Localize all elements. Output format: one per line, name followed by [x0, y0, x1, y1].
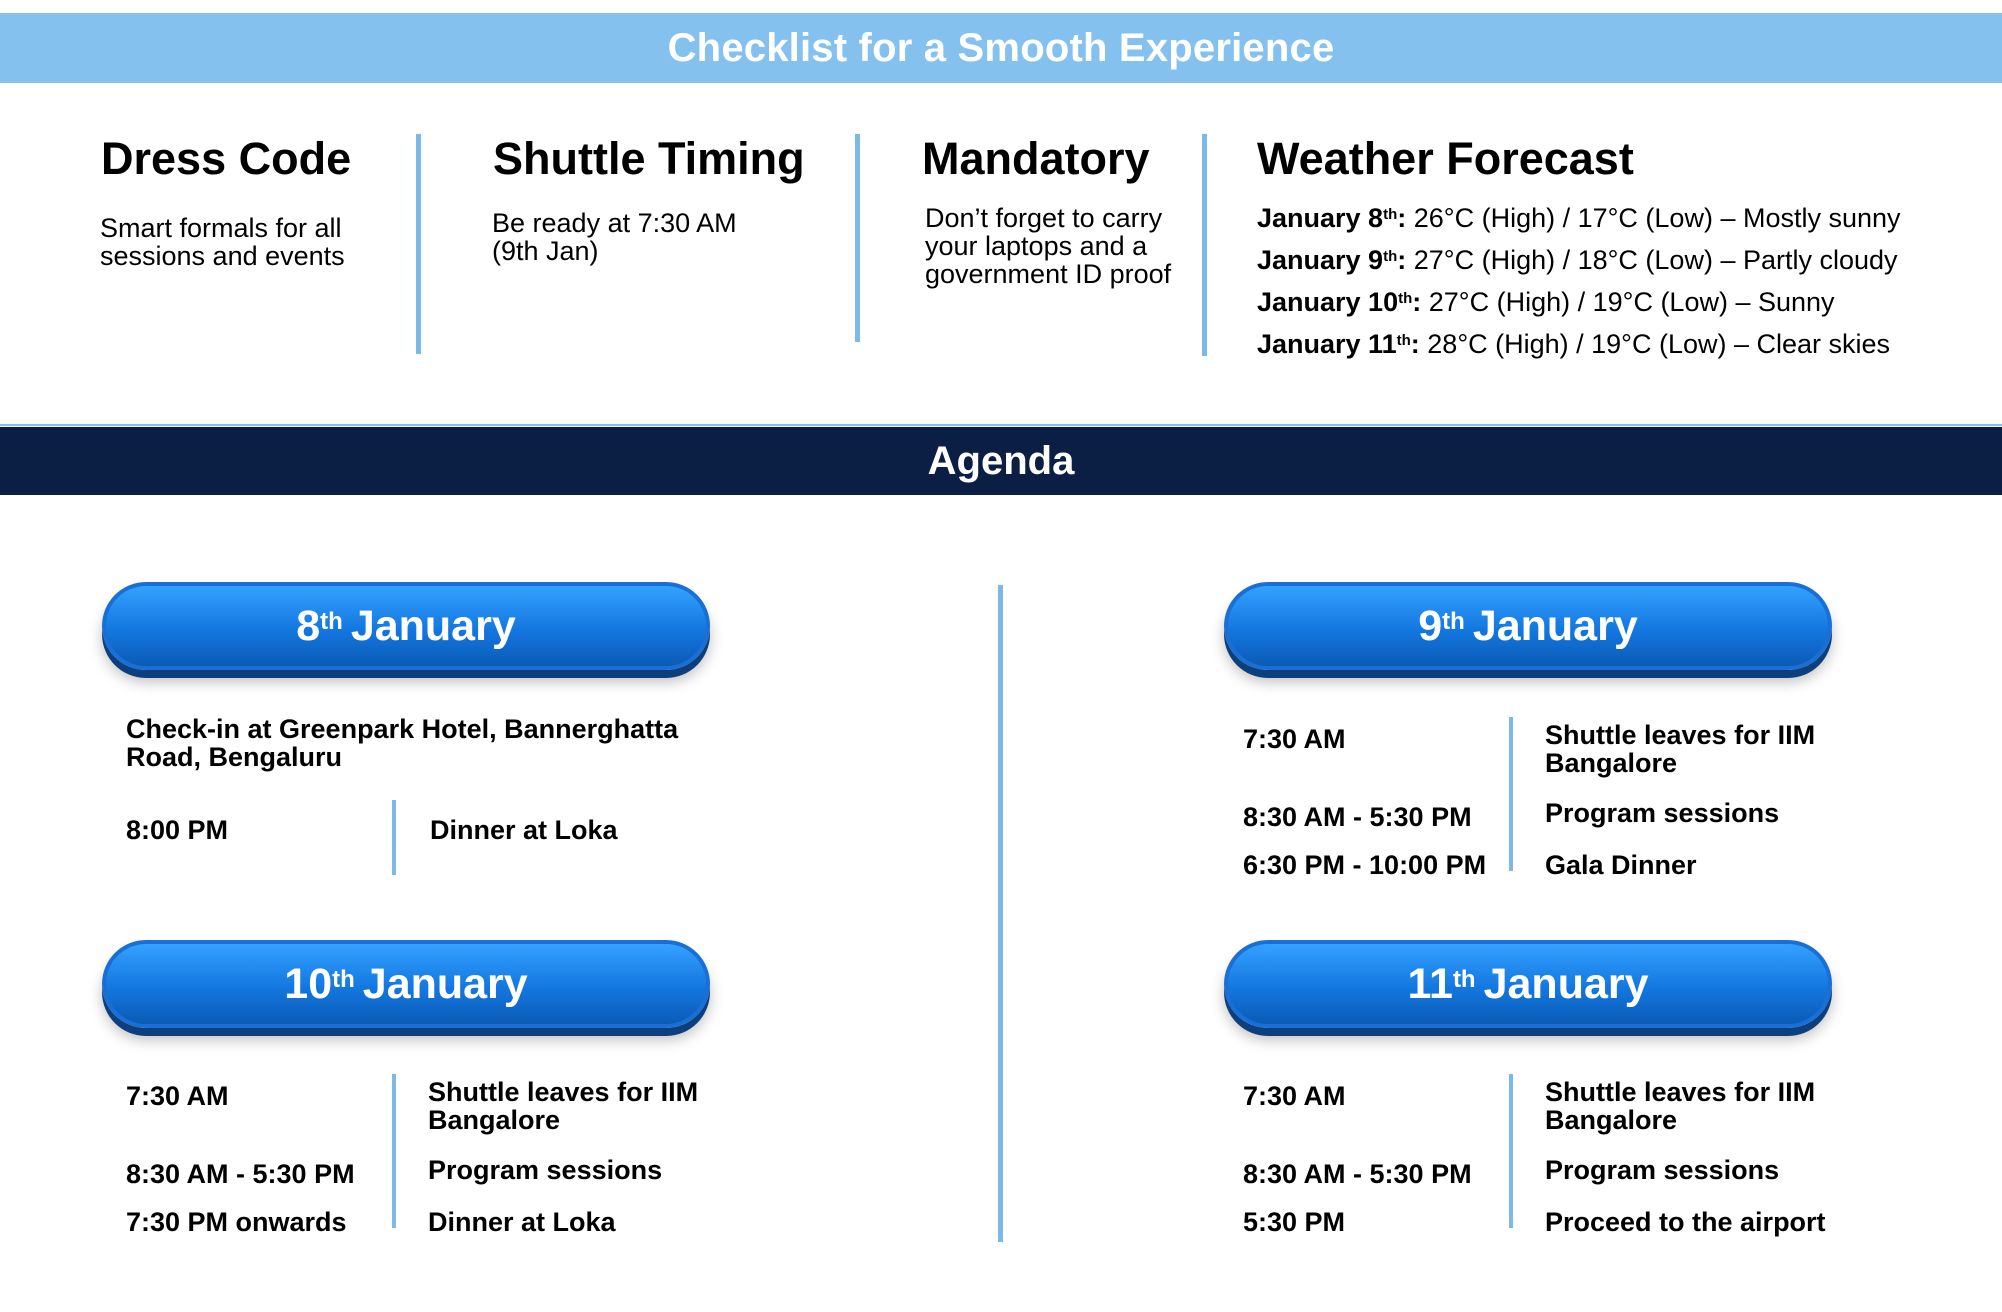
day11-time-2: 8:30 AM - 5:30 PM — [1243, 1159, 1472, 1189]
day8-checkin-text: Check-in at Greenpark Hotel, Bannerghatta Road, Bengaluru — [126, 714, 679, 772]
weather-day-label: January 9th: — [1257, 245, 1407, 275]
weather-day-text: 28°C (High) / 19°C (Low) – Clear skies — [1419, 329, 1891, 359]
mandatory-title: Mandatory — [922, 133, 1150, 184]
day9-event-2: Program sessions — [1545, 798, 1780, 828]
weather-day — [1257, 288, 1901, 316]
day10-time-2: 8:30 AM - 5:30 PM — [126, 1159, 355, 1189]
day11-event-3: Proceed to the airport — [1545, 1207, 1826, 1237]
day8-divider — [392, 800, 396, 875]
day10-divider — [392, 1074, 396, 1228]
day11-event-1: Shuttle leaves for IIM Bangalore — [1545, 1077, 1816, 1135]
day-pill-11-january: 11 $^{th}$ January — [1224, 940, 1832, 1028]
mandatory-text: Don’t forget to carry your laptops and a government ID proof — [925, 203, 1172, 289]
weather-forecast-list — [1257, 204, 1901, 358]
day11-time-3: 5:30 PM — [1243, 1207, 1346, 1237]
day-pill-9-january: 9 $^{th}$ January — [1224, 582, 1832, 670]
day-pill-8-january: 8 $^{th}$ January — [102, 582, 710, 670]
weather-day-label: January 10th: — [1257, 287, 1422, 317]
day9-time-2: 8:30 AM - 5:30 PM — [1243, 802, 1472, 832]
weather-day — [1257, 246, 1901, 274]
day11-event-2: Program sessions — [1545, 1155, 1780, 1185]
day9-time-1: 7:30 AM — [1243, 724, 1346, 754]
day11-time-1: 7:30 AM — [1243, 1081, 1346, 1111]
weather-day-text: 27°C (High) / 19°C (Low) – Sunny — [1421, 287, 1835, 317]
day10-event-2: Program sessions — [428, 1155, 663, 1185]
day9-event-3: Gala Dinner — [1545, 850, 1697, 880]
dress-code-title: Dress Code — [101, 133, 352, 184]
agenda-title: Agenda — [927, 438, 1075, 483]
day11-divider — [1509, 1074, 1513, 1228]
day10-time-3: 7:30 PM onwards — [126, 1207, 347, 1237]
day10-time-1: 7:30 AM — [126, 1081, 229, 1111]
shuttle-timing-line-1: Be ready at 7:30 AM — [492, 208, 737, 238]
weather-day — [1257, 330, 1901, 358]
weather-day-label: January 8th: — [1257, 203, 1407, 233]
weather-forecast-title: Weather Forecast — [1257, 133, 1634, 184]
weather-day-text: 27°C (High) / 18°C (Low) – Partly cloudy — [1406, 245, 1898, 275]
checklist-title: Checklist for a Smooth Experience — [667, 25, 1335, 70]
dress-code-text: Smart formals for all sessions and events — [100, 213, 345, 271]
day9-event-1: Shuttle leaves for IIM Bangalore — [1545, 720, 1816, 778]
agenda-center-divider — [998, 585, 1003, 1242]
day10-event-3: Dinner at Loka — [428, 1207, 616, 1237]
day8-time-1: 8:00 PM — [126, 815, 229, 845]
checklist-divider-2 — [855, 134, 860, 342]
weather-day — [1257, 204, 1901, 232]
day9-divider — [1509, 717, 1513, 871]
day9-time-3: 6:30 PM - 10:00 PM — [1243, 850, 1487, 880]
checklist-banner — [0, 13, 2002, 83]
checklist-divider-3 — [1202, 134, 1207, 356]
checklist-divider-1 — [416, 134, 421, 354]
agenda-banner — [0, 427, 2002, 495]
section-separator — [0, 424, 2002, 426]
shuttle-timing-text — [492, 209, 737, 265]
shuttle-timing-line-2: (9th Jan) — [492, 236, 599, 266]
day10-event-1: Shuttle leaves for IIM Bangalore — [428, 1077, 699, 1135]
day-pill-10-january: 10 $^{th}$ January — [102, 940, 710, 1028]
shuttle-timing-title: Shuttle Timing — [493, 133, 805, 184]
day8-event-1: Dinner at Loka — [430, 815, 618, 845]
weather-day-label: January 11th: — [1257, 329, 1420, 359]
weather-day-text: 26°C (High) / 17°C (Low) – Mostly sunny — [1406, 203, 1901, 233]
